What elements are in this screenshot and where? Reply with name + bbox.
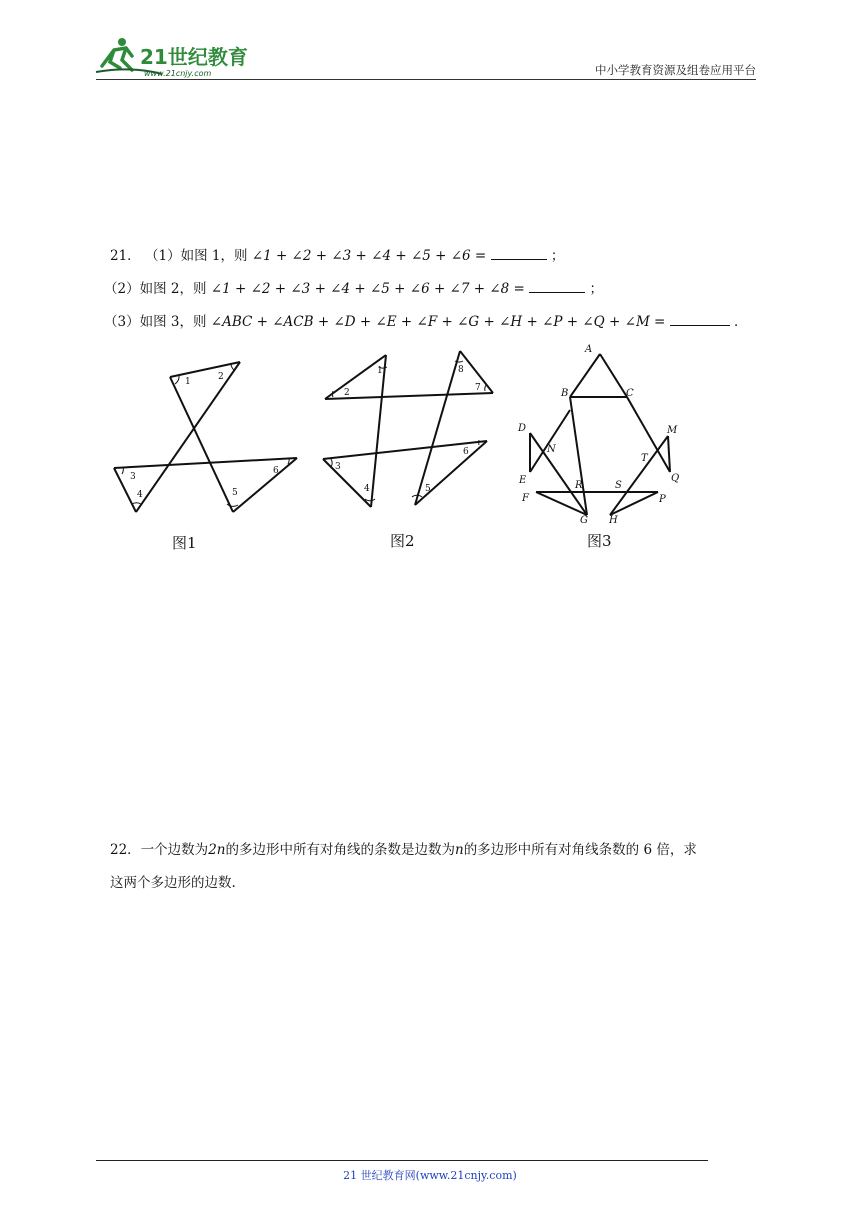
- fig1-caption: 图1: [172, 534, 197, 552]
- logo-graphic: [92, 36, 262, 80]
- header-divider: [96, 79, 756, 80]
- fig3-caption: 图3: [587, 532, 612, 550]
- logo-text: 21世纪教育: [140, 45, 248, 69]
- q22-number: 22．: [110, 842, 141, 858]
- q21-part3: [104, 310, 747, 330]
- fig1-label-4: 4: [137, 490, 143, 500]
- q21-part1-prefix: （1）如图 1，则: [144, 248, 248, 264]
- q22-text-c: 的多边形中所有对角线条数的 6 倍，求: [463, 842, 697, 858]
- site-logo: [92, 36, 262, 80]
- fig2-label-3: 3: [335, 462, 341, 472]
- q22-line1: [110, 838, 697, 858]
- fig3-label-M: M: [667, 425, 678, 436]
- header-platform-text: 中小学教育资源及组卷应用平台: [595, 63, 756, 77]
- q21-part1: [110, 244, 564, 264]
- q22-math-2n: 2n: [208, 842, 226, 858]
- fig3-label-H: H: [609, 515, 618, 526]
- fig2-label-7: 7: [475, 383, 481, 393]
- fig2-label-1: 1: [377, 366, 383, 376]
- footer-link[interactable]: 21 世纪教育网(www.21cnjy.com): [343, 1169, 517, 1182]
- fig3-label-E: E: [519, 475, 527, 486]
- fig3-label-F: F: [522, 493, 529, 504]
- q21-part2-end: ；: [589, 281, 603, 297]
- fig1-label-6: 6: [273, 466, 279, 476]
- fig3-label-B: B: [561, 388, 569, 399]
- fig3-label-C: C: [626, 388, 634, 399]
- fig1-label-2: 2: [218, 372, 224, 382]
- q21-part1-expr: ∠1 + ∠2 + ∠3 + ∠4 + ∠5 + ∠6 =: [251, 248, 487, 264]
- logo-url: www.21cnjy.com: [144, 69, 212, 78]
- q21-number: 21．: [110, 248, 141, 264]
- fig2-label-4: 4: [364, 484, 370, 494]
- fig3-label-N: N: [547, 444, 556, 455]
- q22-text-b: 的多边形中所有对角线的条数是边数为: [225, 842, 455, 858]
- fig2-label-5: 5: [425, 484, 431, 494]
- figure-3: [510, 340, 695, 530]
- fig1-label-3: 3: [130, 472, 136, 482]
- fig1-label-1: 1: [185, 377, 191, 387]
- q21-part3-end: ．: [733, 314, 748, 330]
- q21-part3-blank[interactable]: [670, 313, 730, 326]
- fig3-label-P: P: [659, 494, 666, 505]
- fig3-label-D: D: [518, 423, 527, 434]
- fig1-label-5: 5: [232, 488, 238, 498]
- fig2-label-8: 8: [458, 365, 464, 375]
- q21-part2-expr: ∠1 + ∠2 + ∠3 + ∠4 + ∠5 + ∠6 + ∠7 + ∠8 =: [210, 281, 525, 297]
- fig3-label-R: R: [575, 480, 583, 491]
- fig3-label-A: A: [585, 344, 593, 355]
- figure-2: [315, 345, 500, 515]
- q22-line2: 这两个多边形的边数.: [110, 875, 236, 891]
- q21-part2: [104, 277, 603, 297]
- fig2-label-2: 2: [344, 388, 350, 398]
- fig3-label-S: S: [615, 480, 622, 491]
- fig3-label-Q: Q: [671, 473, 680, 484]
- fig2-caption: 图2: [390, 532, 415, 550]
- q21-part1-blank[interactable]: [491, 247, 547, 260]
- fig2-label-6: 6: [463, 447, 469, 457]
- q21-part3-prefix: （3）如图 3，则: [104, 314, 207, 330]
- fig3-label-G: G: [580, 515, 588, 526]
- q22-math-n: n: [454, 842, 464, 858]
- q21-part3-expr: ∠ABC + ∠ACB + ∠D + ∠E + ∠F + ∠G + ∠H + ∠P + ∠Q + ∠M =: [210, 314, 666, 330]
- q21-part2-blank[interactable]: [529, 280, 585, 293]
- figure-1: [100, 350, 310, 525]
- fig3-label-T: T: [641, 453, 648, 464]
- q21-part1-end: ；: [550, 248, 565, 264]
- q21-part2-prefix: （2）如图 2，则: [104, 281, 207, 297]
- footer-divider: [96, 1160, 708, 1161]
- q22-text-a: 一个边数为: [140, 842, 209, 858]
